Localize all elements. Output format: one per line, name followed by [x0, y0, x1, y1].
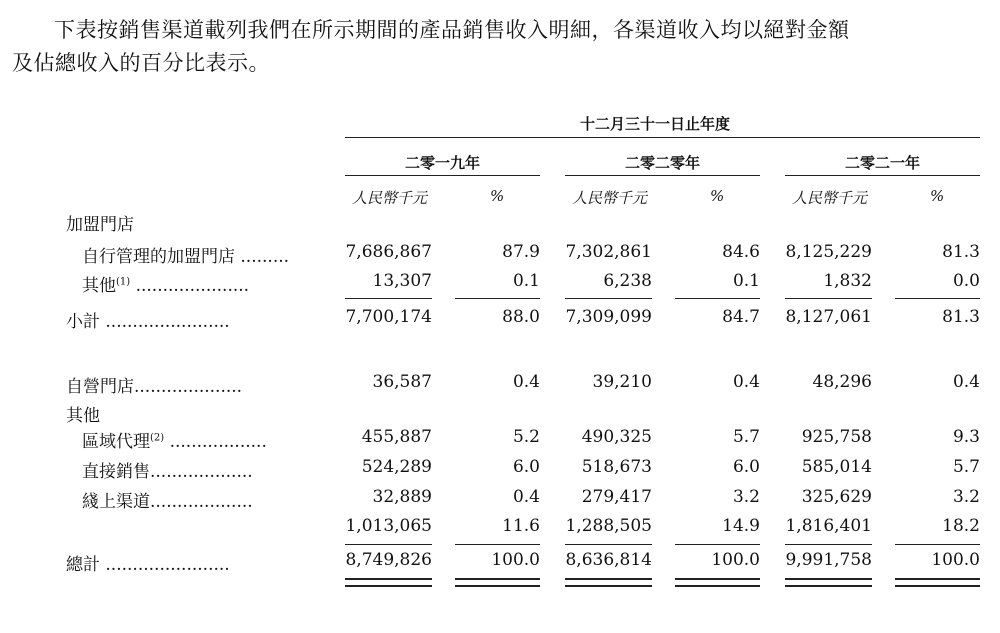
row-label [82, 242, 289, 267]
row-label [82, 487, 253, 512]
cell-amount-2021: 9,991,758 [785, 550, 872, 570]
cell-pct-2019: 88.0 [502, 307, 540, 327]
unit-amount-2020: 人民幣千元 [572, 189, 648, 207]
row-label [82, 271, 249, 296]
cell-amount-2019: 455,887 [361, 427, 432, 447]
unit-pct-2020: % [710, 187, 725, 205]
cell-amount-2019: 8,749,826 [345, 550, 432, 570]
leader-dots: .................... [134, 377, 243, 397]
year-header-2021: 二零二一年 [844, 154, 920, 172]
cell-amount-2020: 518,673 [581, 457, 652, 477]
total-double-rule [345, 578, 432, 580]
cell-amount-2021: 1,832 [823, 271, 872, 291]
cell-pct-2020: 84.6 [722, 242, 760, 262]
cell-amount-2019: 524,289 [361, 457, 432, 477]
cell-amount-2020: 490,325 [581, 427, 652, 447]
cell-pct-2021: 100.0 [931, 550, 980, 570]
subtotal-rule [675, 298, 760, 299]
subtotal-rule [455, 298, 540, 299]
cell-pct-2021: 5.7 [952, 457, 980, 477]
cell-pct-2020: 3.2 [732, 487, 760, 507]
row-label-text: 其他 [66, 406, 100, 426]
cell-pct-2020: 0.1 [732, 271, 760, 291]
cell-pct-2020: 6.0 [732, 457, 760, 477]
cell-amount-2019: 7,700,174 [345, 307, 432, 327]
cell-amount-2021: 1,816,401 [785, 516, 872, 536]
row-label-text: 加盟門店 [66, 215, 134, 235]
cell-amount-2021: 48,296 [812, 372, 872, 392]
cell-pct-2021: 3.2 [952, 487, 980, 507]
cell-amount-2019: 32,889 [372, 487, 432, 507]
row-label [66, 307, 230, 332]
total-double-rule [455, 578, 540, 580]
row-label-text: 自營門店 [66, 377, 134, 397]
row-label [66, 210, 134, 235]
cell-pct-2019: 5.2 [512, 427, 540, 447]
cell-pct-2019: 11.6 [502, 516, 540, 536]
row-label-text: 綫上渠道 [82, 492, 150, 512]
leader-dots: ................... [150, 462, 253, 482]
cell-amount-2019: 36,587 [372, 372, 432, 392]
cell-pct-2020: 84.7 [722, 307, 760, 327]
cell-pct-2021: 18.2 [942, 516, 980, 536]
total-top-rule [455, 544, 540, 545]
cell-pct-2020: 0.4 [732, 372, 760, 392]
cell-pct-2020: 5.7 [732, 427, 760, 447]
year-header-2020: 二零二零年 [624, 154, 700, 172]
cell-amount-2020: 39,210 [592, 372, 652, 392]
unit-amount-2019: 人民幣千元 [352, 189, 428, 207]
total-top-rule [785, 544, 872, 545]
row-label-text: 區域代理 [82, 432, 150, 452]
cell-amount-2019: 7,686,867 [345, 242, 432, 262]
total-top-rule [565, 544, 652, 545]
intro-line-1: 下表按銷售渠道載列我們在所示期間的產品銷售收入明細，各渠道收入均以絕對金額 [54, 18, 850, 42]
leader-dots: ......... [235, 247, 290, 267]
cell-amount-2020: 279,417 [581, 487, 652, 507]
leader-dots: ..................... [130, 276, 250, 296]
row-label [66, 372, 242, 397]
subtotal-rule [565, 298, 652, 299]
total-top-rule [345, 544, 432, 545]
row-label-text: 自行管理的加盟門店 [82, 247, 235, 267]
cell-amount-2020: 7,309,099 [565, 307, 652, 327]
row-label [66, 550, 230, 575]
unit-pct-2021: % [930, 187, 945, 205]
cell-amount-2021: 325,629 [801, 487, 872, 507]
total-top-rule [895, 544, 980, 545]
cell-amount-2020: 7,302,861 [565, 242, 652, 262]
cell-pct-2020: 100.0 [711, 550, 760, 570]
cell-pct-2021: 81.3 [942, 307, 980, 327]
total-double-rule [895, 585, 980, 587]
footnote-marker: (2) [150, 432, 165, 444]
footnote-marker: (1) [116, 276, 131, 288]
cell-amount-2020: 1,288,505 [565, 516, 652, 536]
row-label [66, 401, 100, 426]
total-double-rule [675, 578, 760, 580]
cell-amount-2021: 8,127,061 [785, 307, 872, 327]
total-double-rule [565, 578, 652, 580]
total-double-rule [565, 585, 652, 587]
leader-dots: .................. [164, 432, 267, 452]
cell-amount-2021: 925,758 [801, 427, 872, 447]
unit-amount-2021: 人民幣千元 [792, 189, 868, 207]
leader-dots: ................... [150, 492, 253, 512]
cell-pct-2021: 81.3 [942, 242, 980, 262]
cell-pct-2020: 14.9 [722, 516, 760, 536]
total-double-rule [455, 585, 540, 587]
leader-dots: ....................... [100, 312, 230, 332]
total-double-rule [785, 585, 872, 587]
row-label [82, 427, 267, 452]
cell-amount-2020: 6,238 [603, 271, 652, 291]
cell-pct-2019: 100.0 [491, 550, 540, 570]
row-label-text: 直接銷售 [82, 462, 150, 482]
row-label-text: 小計 [66, 312, 100, 332]
cell-pct-2021: 0.0 [952, 271, 980, 291]
intro-paragraph [12, 14, 987, 80]
intro-line-2: 及佔總收入的百分比表示。 [12, 51, 270, 75]
row-label [82, 457, 253, 482]
period-header-rule [345, 137, 980, 138]
cell-pct-2019: 0.4 [512, 487, 540, 507]
year-rule-2021 [785, 175, 980, 176]
cell-pct-2019: 87.9 [502, 242, 540, 262]
cell-pct-2019: 0.1 [512, 271, 540, 291]
unit-pct-2019: % [490, 187, 505, 205]
cell-amount-2020: 8,636,814 [565, 550, 652, 570]
period-header: 十二月三十一日止年度 [579, 115, 730, 133]
cell-pct-2021: 0.4 [952, 372, 980, 392]
cell-pct-2021: 9.3 [952, 427, 980, 447]
subtotal-rule [785, 298, 872, 299]
row-label-text: 其他 [82, 276, 116, 296]
total-top-rule [675, 544, 760, 545]
leader-dots: ....................... [100, 555, 230, 575]
total-double-rule [785, 578, 872, 580]
year-header-2019: 二零一九年 [404, 154, 480, 172]
subtotal-rule [345, 298, 432, 299]
row-label-text: 總計 [66, 555, 100, 575]
total-double-rule [895, 578, 980, 580]
cell-amount-2021: 585,014 [801, 457, 872, 477]
year-rule-2020 [565, 175, 760, 176]
total-double-rule [345, 585, 432, 587]
cell-pct-2019: 6.0 [512, 457, 540, 477]
cell-amount-2019: 1,013,065 [345, 516, 432, 536]
year-rule-2019 [345, 175, 540, 176]
cell-amount-2021: 8,125,229 [785, 242, 872, 262]
total-double-rule [675, 585, 760, 587]
cell-pct-2019: 0.4 [512, 372, 540, 392]
subtotal-rule [895, 298, 980, 299]
cell-amount-2019: 13,307 [372, 271, 432, 291]
